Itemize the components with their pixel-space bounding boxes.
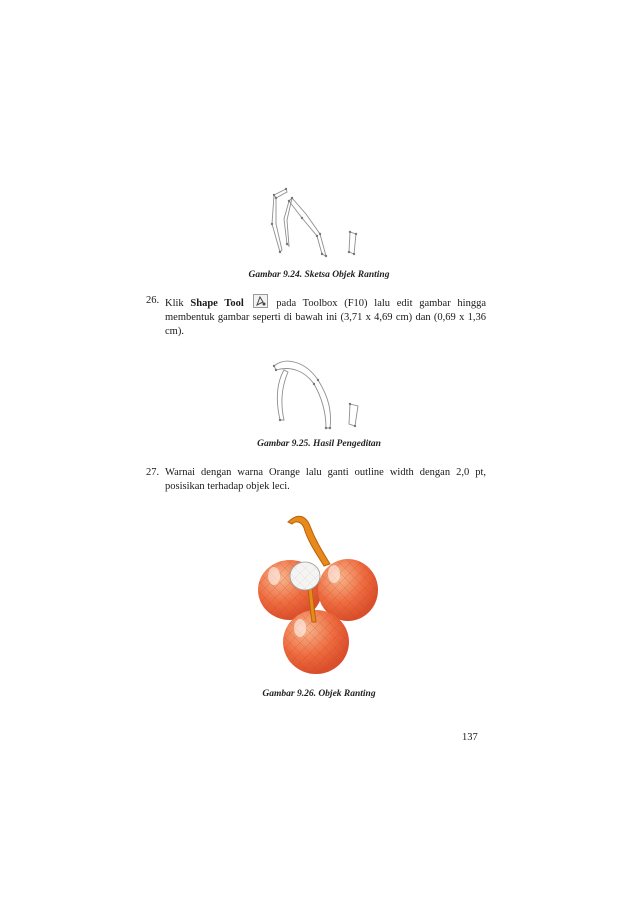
tool-name: Shape Tool bbox=[190, 298, 244, 309]
step-prefix: Klik bbox=[165, 298, 184, 309]
branch-stem bbox=[288, 516, 330, 566]
lychee-branch-drawing bbox=[250, 508, 390, 683]
step-text: Warnai dengan warna Orange lalu ganti outline width dengan 2,0 pt, posisikan terhadap objek leci. bbox=[165, 467, 486, 492]
figure-lychee-branch bbox=[250, 508, 390, 683]
step-number: 27. bbox=[146, 467, 160, 478]
figure-caption: Gambar 9.24. Sketsa Objek Ranting bbox=[248, 270, 390, 280]
step-text bbox=[165, 294, 486, 339]
figure-branch-edited bbox=[266, 354, 376, 432]
step-body: pada Toolbox (F10) lalu edit gambar hingga membentuk gambar seperti di bawah ini (3,71 x 4,69 cm) dan (0,69 x 1,36 cm). bbox=[165, 298, 487, 337]
shape-tool-icon bbox=[253, 294, 268, 308]
figure-branch-sketch bbox=[262, 184, 372, 266]
figure-caption: Gambar 9.26. Objek Ranting bbox=[262, 689, 376, 699]
step-item bbox=[146, 294, 486, 339]
step-number: 26. bbox=[146, 295, 160, 306]
page-number: 137 bbox=[462, 732, 478, 743]
step-item bbox=[146, 466, 486, 494]
figure-caption: Gambar 9.25. Hasil Pengeditan bbox=[257, 439, 381, 449]
branch-edited-drawing bbox=[266, 354, 376, 432]
branch-sketch-drawing bbox=[262, 184, 372, 266]
